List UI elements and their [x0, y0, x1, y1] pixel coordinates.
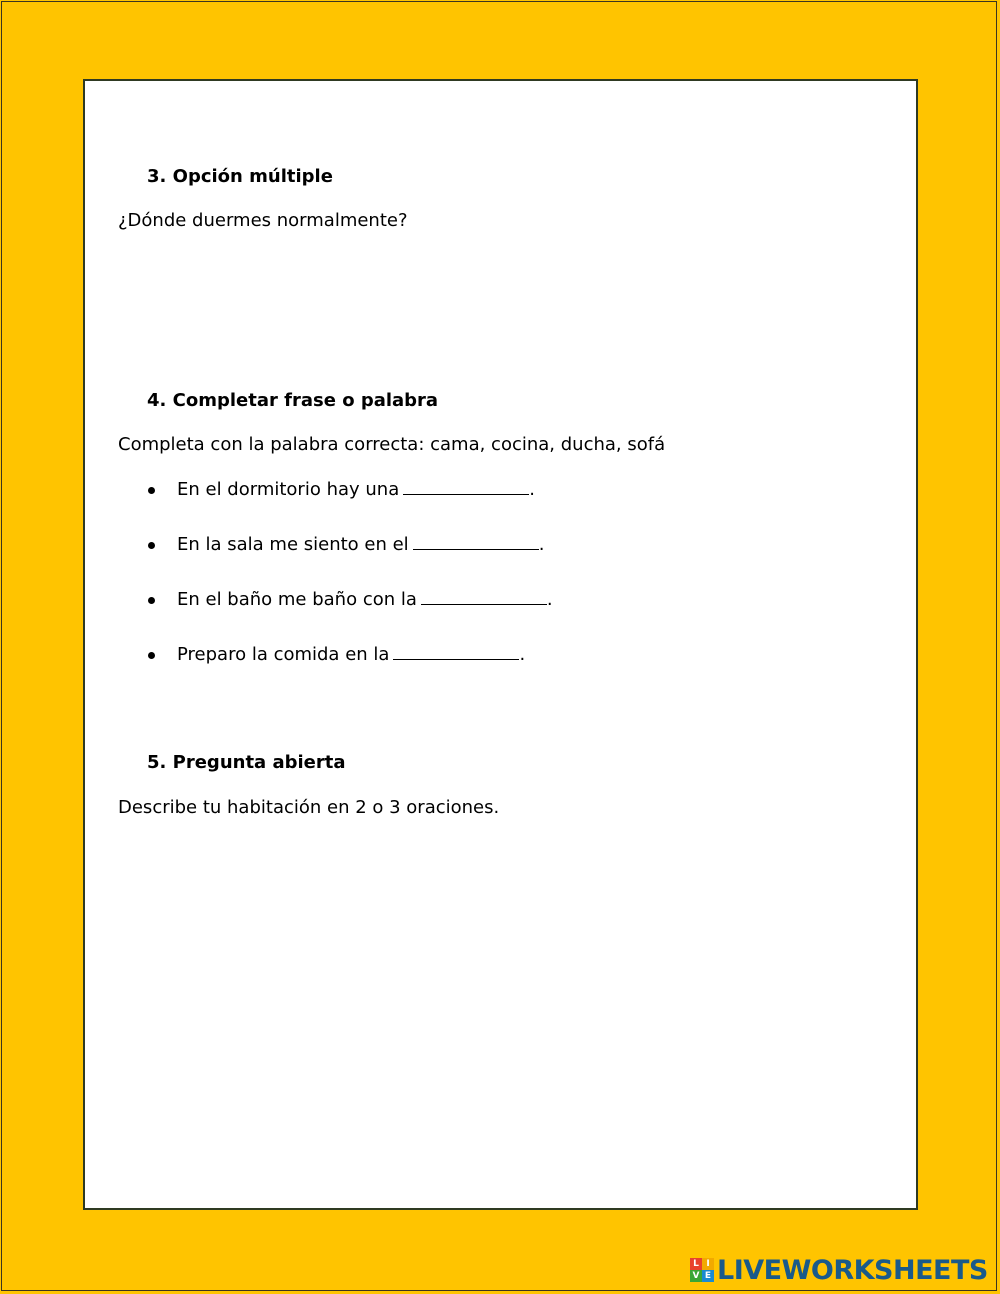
fill-in-blank[interactable]: [421, 589, 547, 605]
list-item-end: .: [538, 534, 545, 555]
section-3-title-text: Opción múltiple: [172, 166, 333, 187]
liveworksheets-logo: [690, 1254, 988, 1286]
list-item-end: .: [546, 589, 553, 610]
fill-in-blank[interactable]: [403, 479, 529, 495]
list-item-text: En el dormitorio hay una: [177, 479, 400, 500]
section-4-title: [147, 390, 438, 411]
section-3-number: 3.: [147, 166, 167, 187]
bullet-icon: [148, 487, 155, 494]
section-4-instruction: Completa con la palabra correcta: cama, cocina, ducha, sofá: [118, 434, 666, 455]
fill-in-blank[interactable]: [413, 534, 539, 550]
section-5-number: 5.: [147, 752, 167, 773]
logo-text: LIVEWORKSHEETS: [717, 1254, 988, 1286]
section-3-title: [147, 166, 333, 187]
list-item-end: .: [529, 479, 535, 500]
list-item-end: .: [519, 644, 526, 665]
section-3-question: ¿Dónde duermes normalmente?: [118, 210, 408, 231]
worksheet-sheet: [83, 79, 918, 1210]
bullet-icon: [148, 597, 155, 604]
list-item-text: En el baño me baño con la: [177, 589, 417, 610]
logo-badge-letter: V: [690, 1270, 702, 1282]
section-5-title: [147, 752, 346, 773]
list-item-text: En la sala me siento en el: [177, 534, 409, 555]
bullet-icon: [148, 652, 155, 659]
section-4-number: 4.: [147, 390, 167, 411]
logo-badge-icon: [690, 1258, 714, 1282]
logo-badge-letter: I: [702, 1258, 714, 1270]
bullet-icon: [148, 542, 155, 549]
section-5-title-text: Pregunta abierta: [172, 752, 346, 773]
fill-in-blank[interactable]: [393, 644, 519, 660]
section-5-prompt: Describe tu habitación en 2 o 3 oraciones.: [118, 797, 500, 818]
logo-badge-letter: L: [690, 1258, 702, 1270]
list-item-text: Preparo la comida en la: [177, 644, 390, 665]
section-4-title-text: Completar frase o palabra: [172, 390, 439, 411]
logo-badge-letter: E: [702, 1270, 714, 1282]
